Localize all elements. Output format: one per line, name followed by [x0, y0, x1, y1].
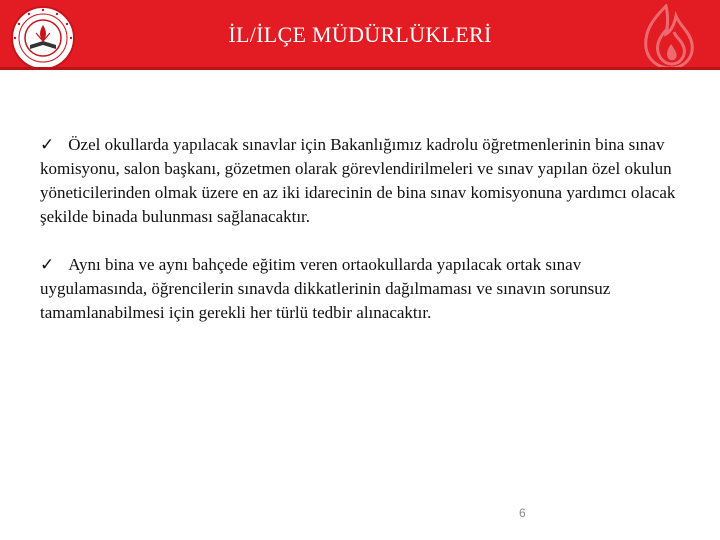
content-body — [40, 133, 690, 349]
page-title: İL/İLÇE MÜDÜRLÜKLERİ — [228, 22, 492, 47]
checkmark-icon: ✓ — [40, 255, 55, 274]
flame-watermark-icon — [622, 4, 702, 70]
paragraph-1-text: Özel okullarda yapılacak sınavlar için Bakanlığımız kadrolu öğretmenlerinin bina sınav komisyonu, salon başkanı, gözetmen olarak görevlendirilmeleri ve sınav yapılan özel okulun yöneticilerinden olmak üzere en az iki idarecinin de bina sınav komisyonuna yardımcı olacak şekilde binada bulunması sağlanacaktır. — [40, 135, 676, 226]
page-number: 6 — [519, 506, 526, 520]
paragraph-2 — [40, 253, 690, 325]
paragraph-1 — [40, 133, 690, 229]
header-bar — [0, 0, 720, 70]
checkmark-icon: ✓ — [40, 135, 55, 154]
paragraph-2-text: Aynı bina ve aynı bahçede eğitim veren ortaokullarda yapılacak ortak sınav uygulamasında, öğrencilerin sınavda dikkatlerinin dağılmaması ve sınavın sorunsuz tamamlanabilmesi için gerekli her türlü tedbir alınacaktır. — [40, 255, 611, 322]
